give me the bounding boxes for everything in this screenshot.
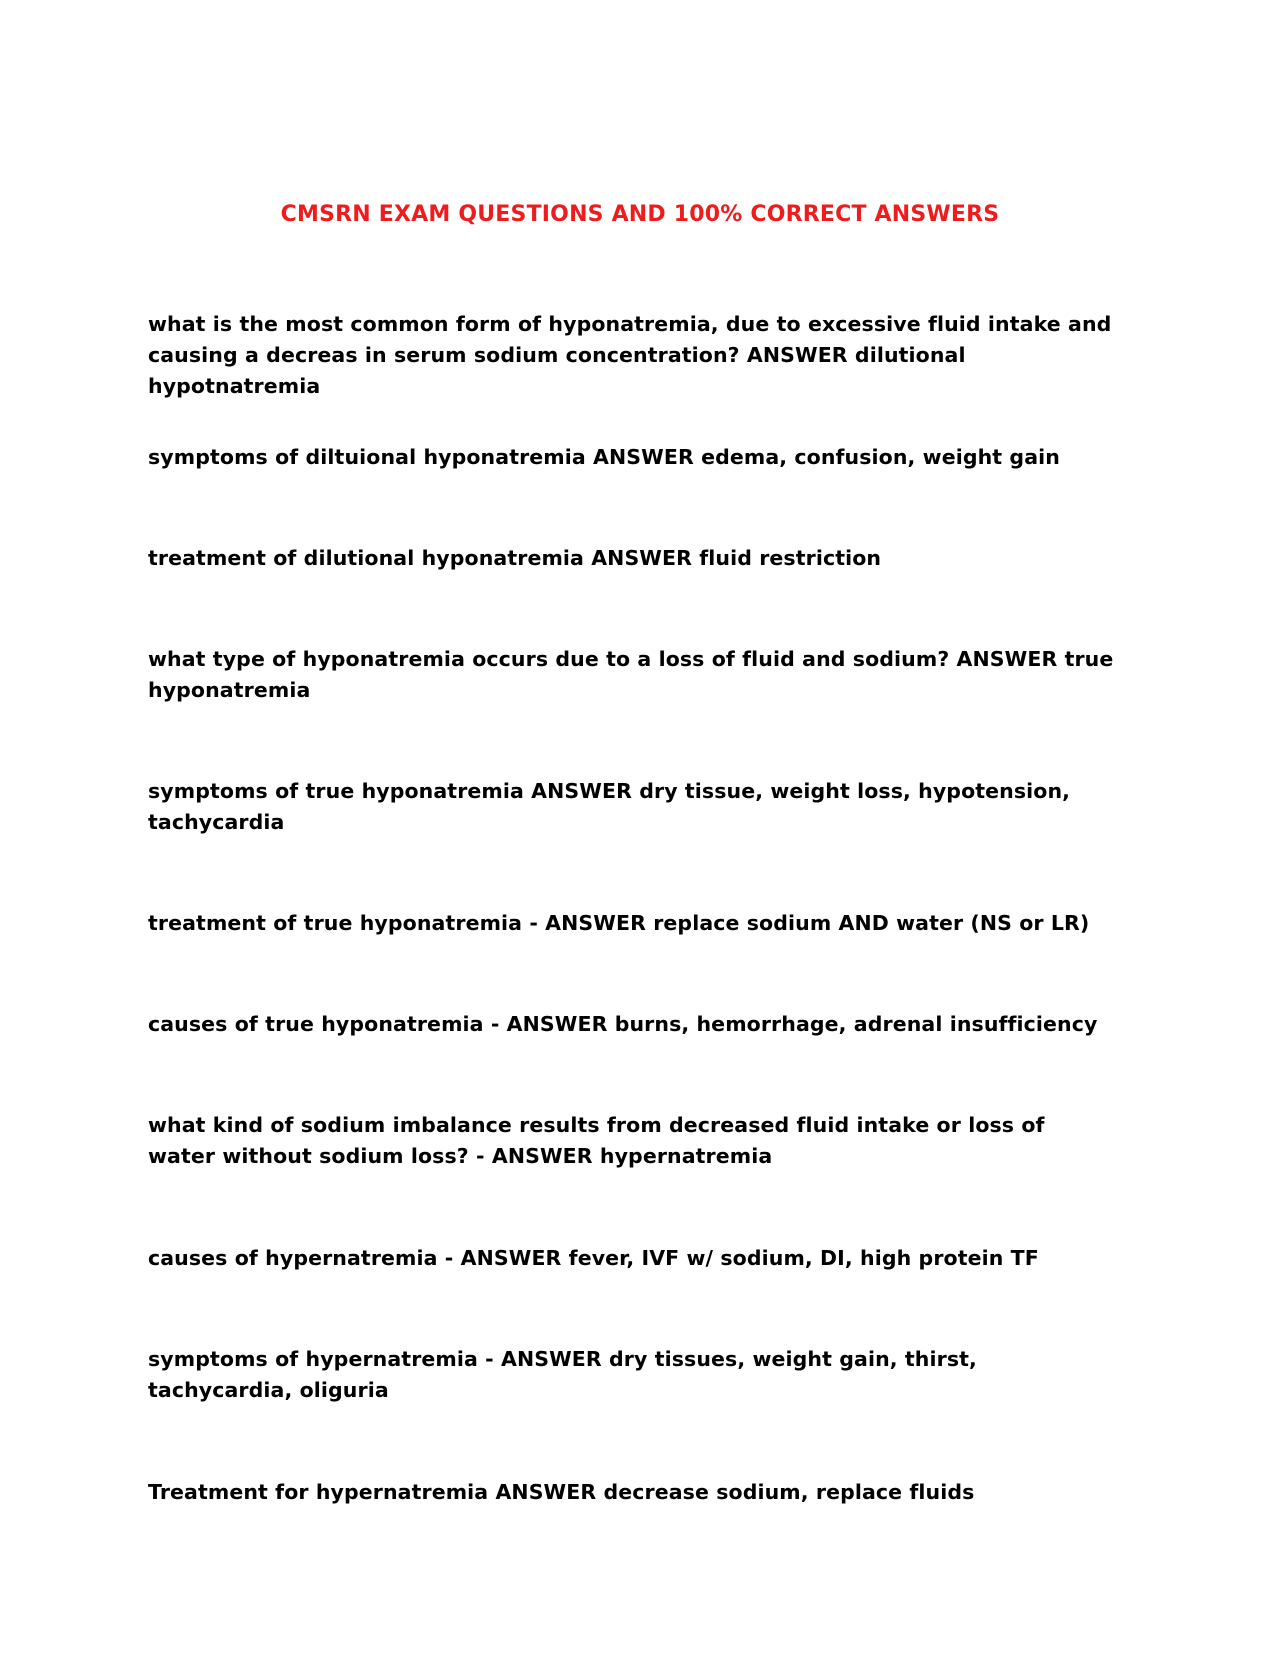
- document-title: CMSRN EXAM QUESTIONS AND 100% CORRECT ANSWERS: [280, 202, 1000, 227]
- qa-entry-6: treatment of true hyponatremia - ANSWER replace sodium AND water (NS or LR): [148, 911, 1090, 935]
- qa-entry-2: symptoms of diltuional hyponatremia ANSWER edema, confusion, weight gain: [148, 445, 1060, 469]
- qa-entry-9: causes of hypernatremia - ANSWER fever, IVF w/ sodium, DI, high protein TF: [148, 1246, 1039, 1270]
- qa-entry-5: symptoms of true hyponatremia ANSWER dry tissue, weight loss, hypotension, tachycardia: [148, 779, 1071, 834]
- qa-entry-8: what kind of sodium imbalance results from decreased fluid intake or loss of water without sodium loss? - ANSWER hypernatremia: [148, 1113, 1045, 1168]
- qa-entry-10: symptoms of hypernatremia - ANSWER dry tissues, weight gain, thirst, tachycardia, oliguria: [148, 1347, 977, 1402]
- qa-entry-3: treatment of dilutional hyponatremia ANSWER fluid restriction: [148, 546, 882, 570]
- qa-entry-1: what is the most common form of hyponatremia, due to excessive fluid intake and causing a decreas in serum sodium concentration? ANSWER dilutional hypotnatremia: [148, 312, 1112, 398]
- qa-entry-11: Treatment for hypernatremia ANSWER decrease sodium, replace fluids: [148, 1480, 975, 1504]
- qa-entry-7: causes of true hyponatremia - ANSWER burns, hemorrhage, adrenal insufficiency: [148, 1012, 1098, 1036]
- qa-entry-4: what type of hyponatremia occurs due to a loss of fluid and sodium? ANSWER true hyponatremia: [148, 647, 1114, 702]
